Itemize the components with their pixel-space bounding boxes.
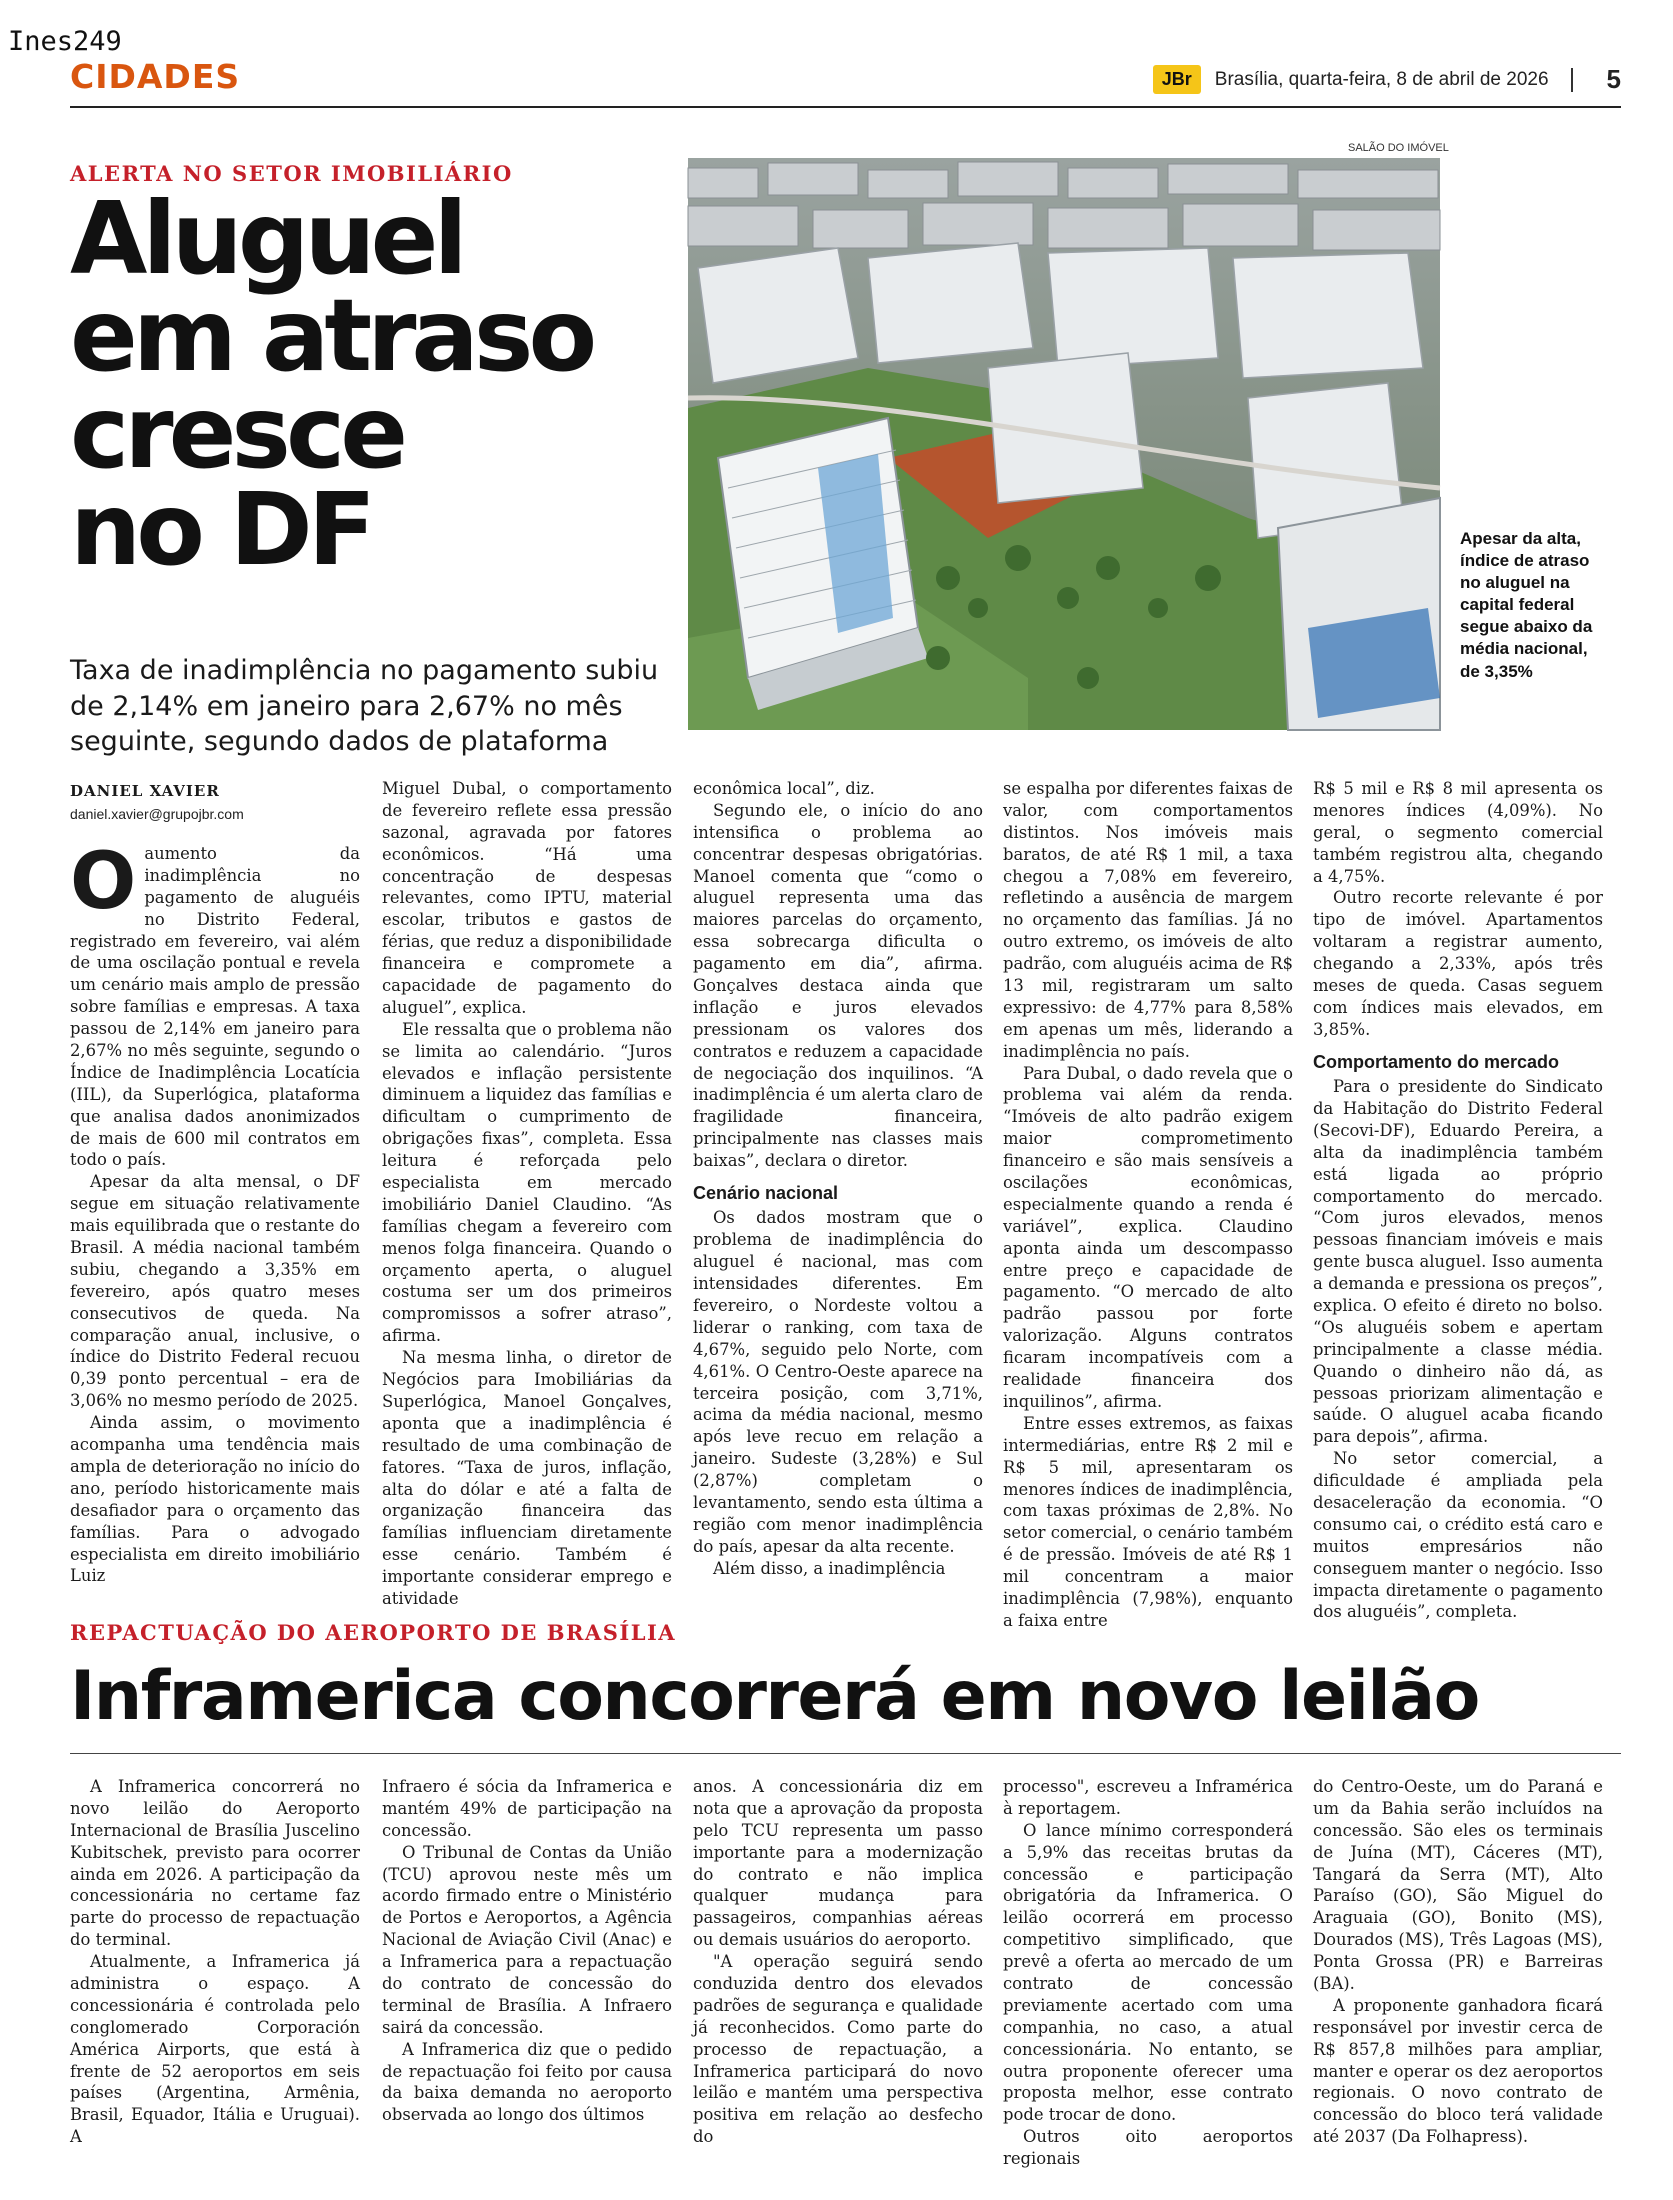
lead-column-1	[70, 837, 360, 1586]
lead-headline	[70, 180, 690, 588]
second-kicker: REPACTUAÇÃO DO AEROPORTO DE BRASÍLIA	[70, 1620, 677, 1645]
second-paragraph: O Tribunal de Contas da União (TCU) aprovou neste mês um acordo firmado entre o Ministério de Portos e Aeroportos, a Agência Nacional de Aviação Civil (Anac) e a Inframerica para a repactuação do contrato de concessão do terminal de Brasília. A Infraero sairá da concessão.	[382, 1842, 672, 2037]
aerial-city-photo	[688, 158, 1440, 730]
lead-paragraph: Para Dubal, o dado revela que o problema vai além da renda. “Imóveis de alto padrão exigem maior comprometimento financeiro e são mais sensíveis a oscilações econômicas, especialmente quando a renda é variável”, explica. Claudino aponta ainda um descompasso entre preço e capacidade de pagamento. “O mercado de alto padrão passou por forte valorização. Alguns contratos ficaram incompatíveis com a realidade financeira dos inquilinos”, afirma.	[1003, 1063, 1293, 1411]
lead-column-4	[1003, 778, 1293, 1630]
second-paragraph: "A operação seguirá sendo conduzida dentro dos elevados padrões de segurança e qualidade já reconhecidos. Como parte do processo de repactuação, a Inframerica participará do novo leilão e mantém uma perspectiva positiva em relação ao desfecho do	[693, 1952, 983, 2147]
top-rule	[70, 106, 1621, 108]
lead-paragraph: Segundo ele, o início do ano intensifica o problema ao concentrar despesas obrigatórias. Manoel comenta que “como o aluguel representa uma das maiores parcelas do orçamento, essa sobrecarga dificulta o pagamento em dia”, afirma. Gonçalves destaca ainda que inflação e juros elevados pressionam os valores dos contratos e reduzem a capacidade de negociação dos inquilinos. “A inadimplência é um alerta claro de fragilidade financeira, principalmente nas classes mais baixas”, declara o diretor.	[693, 800, 983, 1171]
second-paragraph: do Centro-Oeste, um do Paraná e um da Bahia serão incluídos na concessão. São eles os terminais de Juína (MT), Cáceres (MT), Tangará da Serra (MT), Alto Paraíso (GO), São Miguel do Araguaia (GO), Bonito (MS), Dourados (MS), Três Lagoas (MS), Ponta Grossa (PR) e Barreiras (BA).	[1313, 1777, 1603, 1994]
second-column-4	[1003, 1776, 1293, 2186]
headline-line: cresce	[70, 374, 404, 491]
lead-paragraph: Para o presidente do Sindicato da Habitação do Distrito Federal (Secovi-DF), Eduardo Pereira, a alta da inadimplência também está ligada ao próprio comportamento do mercado. “Com juros elevados, menos pessoas financiam imóveis e mais gente busca aluguel. Isso aumenta a demanda e pressiona os preços”, explica. O efeito é direto no bolso. “Os aluguéis sobem e apertam principalmente a classe média. Quando o dinheiro não dá, as pessoas priorizam alimentação e saúde. O aluguel acaba ficando para depois”, afirma.	[1313, 1077, 1603, 1447]
second-paragraph: Infraero é sócia da Inframerica e mantém 49% de participação na concessão.	[382, 1777, 672, 1840]
second-paragraph: Outros oito aeroportos regionais	[1003, 2127, 1293, 2169]
lead-paragraph: Os dados mostram que o problema de inadimplência do aluguel é nacional, mas com intensidades diferentes. Em fevereiro, o Nordeste voltou a liderar o ranking, com taxa de 4,67%, seguido pelo Norte, com 4,61%. O Centro-Oeste aparece na terceira posição, com 3,71%, acima da média nacional, mesmo após leve recuo em relação a janeiro. Sudeste (3,28%) e Sul (2,87%) completam o levantamento, sendo esta última a região com menor inadimplência do país, apesar da alta recente.	[693, 1208, 983, 1556]
lead-paragraph: Ele ressalta que o problema não se limita ao calendário. “Juros elevados e inflação persistente diminuem a liquidez das famílias e dificultam o cumprimento de obrigações fixas”, completa. Essa leitura é reforçada pelo especialista em mercado imobiliário Daniel Claudino. “As famílias chegam a fevereiro com menos folga financeira. Quando o orçamento aperta, o aluguel costuma ser um dos primeiros compromissos a sofrer atraso”, afirma.	[382, 1019, 672, 1346]
second-paragraph: A Inframerica diz que o pedido de repactuação foi feito por causa da baixa demanda no aeroporto observada ao longo dos últimos	[382, 2039, 672, 2125]
page-number: 5	[1606, 64, 1621, 94]
lead-paragraph: R$ 5 mil e R$ 8 mil apresenta os menores índices (4,09%). No geral, o segmento comercial também registrou alta, chegando a 4,75%.	[1313, 779, 1603, 886]
headline-line: no DF	[70, 471, 372, 588]
lead-paragraph: Outro recorte relevante é por tipo de imóvel. Apartamentos voltaram a registrar aumento, chegando a 2,33%, após três meses de queda. Casas seguem com índices mais elevados, em 3,85%.	[1313, 888, 1603, 1039]
lead-paragraph: se espalha por diferentes faixas de valor, com comportamentos distintos. Nos imóveis mais baratos, de até R$ 1 mil, a taxa chegou a 7,08% em fevereiro, refletindo a ausência de margem no orçamento das famílias. Já no outro extremo, os imóveis de alto padrão, com aluguéis acima de R$ 13 mil, registraram um salto expressivo: de 4,77% para 8,58% em apenas um mês, liderando a inadimplência no país.	[1003, 779, 1293, 1061]
second-column-2	[382, 1776, 672, 2186]
lead-column-3	[693, 778, 983, 1578]
drop-cap: O	[70, 837, 137, 927]
lead-paragraph: Na mesma linha, o diretor de Negócios para Imobiliárias da Superlógica, Manoel Gonçalves, aponta que a inadimplência é resultado de uma combinação de fatores. “Taxa de juros, inflação, alta do dólar e até a falta de organização financeira das famílias influenciam diretamente esse cenário. Também é importante considerar emprego e atividade	[382, 1348, 672, 1608]
second-paragraph: A proponente ganhadora ficará responsável por investir cerca de R$ 857,8 milhões para ampliar, manter e operar os dez aeroportos regionais. O novo contrato de concessão do bloco terá validade até 2037 (Da Folhapress).	[1313, 1995, 1603, 2147]
second-column-3	[693, 1776, 983, 2186]
second-paragraph: Atualmente, a Inframerica já administra o espaço. A concessionária é controlada pelo conglomerado Corporación América Airports, que está à frente de 52 aeroportos em seis países (Argentina, Armênia, Brasil, Equador, Itália e Uruguai). A	[70, 1952, 360, 2147]
second-headline: Inframerica concorrerá em novo leilão	[70, 1657, 1479, 1736]
author-email[interactable]: daniel.xavier@grupojbr.com	[70, 806, 244, 822]
second-paragraph: processo", escreveu a Inframérica à reportagem.	[1003, 1777, 1293, 1818]
headline-line: em atraso	[70, 277, 593, 394]
photo-caption: Apesar da alta, índice de atraso no aluguel na capital federal segue abaixo da média nacional, de 3,35%	[1460, 529, 1593, 681]
lead-kicker: ALERTA NO SETOR IMOBILIÁRIO	[70, 161, 513, 186]
second-paragraph: anos. A concessionária diz em nota que a aprovação da proposta pelo TCU representa um passo importante para a modernização do contrato e não implica qualquer mudança para passageiros, companhias aéreas ou demais usuários do aeroporto.	[693, 1777, 983, 1950]
lead-paragraph-text: aumento da inadimplência no pagamento de aluguéis no Distrito Federal, registrado em fevereiro, vai além de uma oscilação pontual e revela um cenário mais amplo de pressão sobre famílias e empresas. A taxa passou de 2,14% em janeiro para 2,67% no mês seguinte, segundo o Índice de Inadimplência Locatícia (IIL), da Superlógica, plataforma que analisa dados anonimizados de mais de 600 mil contratos em todo o país.	[70, 844, 360, 1170]
subhead-national: Cenário nacional	[693, 1183, 839, 1204]
lead-column-2	[382, 778, 672, 1608]
masthead-right	[1153, 64, 1621, 95]
lead-column-5	[1313, 778, 1603, 1622]
lead-paragraph: Apesar da alta mensal, o DF segue em situação relativamente mais equilibrada que o restante do Brasil. A média nacional também subiu, chegando a 3,35% em fevereiro, após quatro meses consecutivos de queda. Na comparação anual, inclusive, o índice do Distrito Federal recuou 0,39 ponto percentual – era de 3,06% no mesmo período de 2025.	[70, 1172, 360, 1411]
masthead-divider	[1571, 68, 1573, 92]
lead-paragraph: Miguel Dubal, o comportamento de fevereiro reflete essa pressão sazonal, agravada por fatores econômicos. “Há uma concentração de despesas relevantes, como IPTU, material escolar, tributos e gastos de férias, que reduz a disponibilidade financeira e compromete a capacidade de pagamento do aluguel”, explica.	[382, 779, 672, 1017]
second-paragraph: O lance mínimo corresponderá a 5,9% das receitas brutas da concessão e participação obrigatória da Inframerica. O leilão ocorrerá em processo competitivo simplificado, que prevê a oferta ao mercado de um contrato de concessão previamente acertado com uma companhia, no caso, a atual concessionária. No entanto, se outra proponente oferecer uma proposta melhor, esse contrato pode trocar de dono.	[1003, 1820, 1293, 2125]
dateline: Brasília, quarta-feira, 8 de abril de 2026	[1214, 68, 1549, 90]
lead-paragraph: Além disso, a inadimplência	[713, 1558, 946, 1578]
byline: DANIEL XAVIER	[70, 782, 220, 800]
lead-paragraph: No setor comercial, a dificuldade é ampliada pela desaceleração da economia. “O consumo cai, o crédito está caro e muitos empresários não conseguem manter o negócio. Isso impacta diretamente o pagamento dos aluguéis”, completa.	[1313, 1449, 1603, 1622]
lead-paragraph: Ainda assim, o movimento acompanha uma tendência mais ampla de deterioração no início do ano, período historicamente mais desafiador para o orçamento das famílias. Para o advogado especialista em direito imobiliário Luiz	[70, 1413, 360, 1586]
aerial-city-illustration	[688, 158, 1440, 730]
publication-logo: JBr	[1153, 65, 1201, 94]
second-story-rule	[70, 1753, 1621, 1754]
second-column-1	[70, 1776, 360, 2186]
photo-credit: SALÃO DO IMÓVEL	[1348, 142, 1449, 154]
lead-paragraph	[70, 837, 360, 1171]
second-column-5	[1313, 1776, 1603, 2186]
section-name: CIDADES	[70, 57, 241, 96]
user-tag: Ines249	[8, 26, 122, 57]
subhead-market: Comportamento do mercado	[1313, 1051, 1560, 1072]
headline-line: Aluguel	[70, 180, 463, 297]
lead-paragraph: Entre esses extremos, as faixas intermediárias, entre R$ 2 mil e R$ 5 mil, apresentaram os menores índices de inadimplência, com taxas próximas de 2,8%. No setor comercial, o cenário também é de pressão. Imóveis de até R$ 1 mil concentram a maior inadimplência (7,98%), enquanto a faixa entre	[1003, 1413, 1293, 1630]
second-paragraph: A Inframerica concorrerá no novo leilão do Aeroporto Internacional de Brasília Juscelino Kubitschek, previsto para ocorrer ainda em 2026. A participação da concessionária no certame faz parte do processo de repactuação do terminal.	[70, 1777, 360, 1950]
lead-paragraph: econômica local”, diz.	[693, 779, 875, 798]
lead-dek: Taxa de inadimplência no pagamento subiu de 2,14% em janeiro para 2,67% no mês seguinte, segundo dados de plataforma	[70, 655, 659, 758]
